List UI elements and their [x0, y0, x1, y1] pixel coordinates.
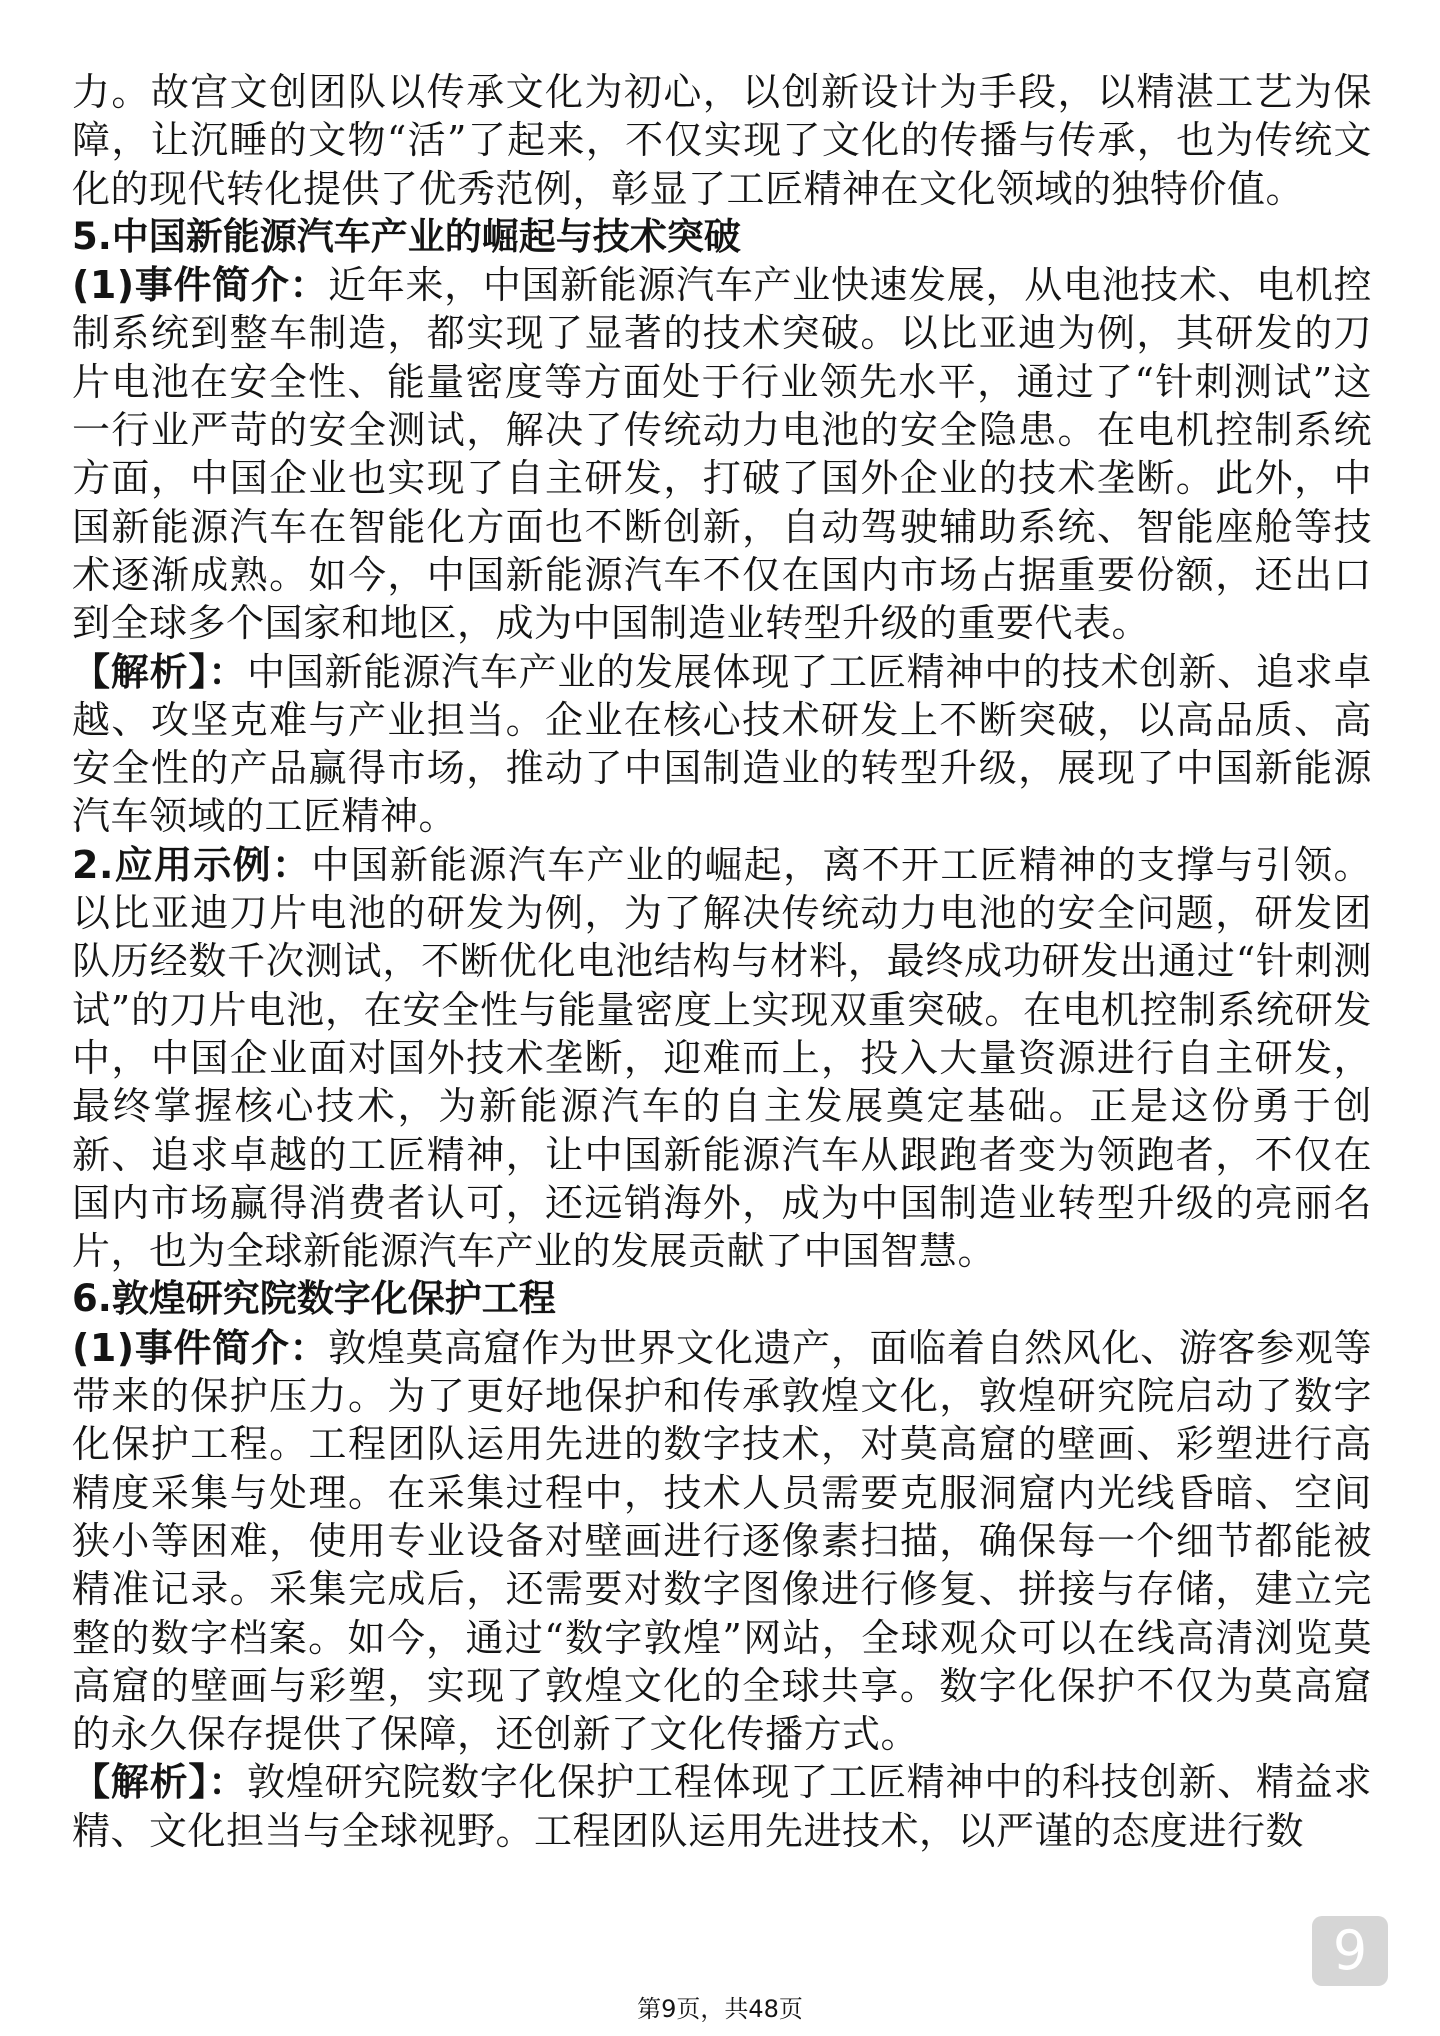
- paragraph-gugong-conclusion: [72, 68, 1372, 213]
- paragraph-lead: (1)事件简介：: [72, 263, 329, 308]
- paragraph-body: 敦煌莫高窟作为世界文化遗产，面临着自然风化、游客参观等带来的保护压力。为了更好地保护和传承敦煌文化，敦煌研究院启动了数字化保护工程。工程团队运用先进的数字技术，对莫高窟的壁画、彩塑进行高精度采集与处理。在采集过程中，技术人员需要克服洞窟内光线昏暗、空间狭小等困难，使用专业设备对壁画进行逐像素扫描，确保每一个细节都能被精准记录。采集完成后，还需要对数字图像进行修复、拼接与存储，建立完整的数字档案。如今，通过“数字敦煌”网站，全球观众可以在线高清浏览莫高窟的壁画与彩塑，实现了敦煌文化的全球共享。数字化保护不仅为莫高窟的永久保存提供了保障，还创新了文化传播方式。: [72, 1325, 1372, 1757]
- section-heading-6: 6.敦煌研究院数字化保护工程: [72, 1277, 556, 1321]
- paragraph-lead: 【解析】：: [72, 1760, 248, 1805]
- paragraph-body: 力。故宫文创团队以传承文化为初心，以创新设计为手段，以精湛工艺为保障，让沉睡的文物“活”了起来，不仅实现了文化的传播与传承，也为传统文化的现代转化提供了优秀范例，彰显了工匠精神在文化领域的独特价值。: [72, 70, 1372, 211]
- paragraph-nev-analysis: [72, 648, 1372, 841]
- page-number-badge: 9: [1312, 1916, 1388, 1986]
- page-footer: 第9页，共48页: [637, 1995, 803, 2023]
- paragraph-lead: 【解析】：: [72, 649, 248, 694]
- document-body: [72, 68, 1372, 1855]
- paragraph-dunhuang-event: [72, 1324, 1372, 1759]
- section-heading-5: 5.中国新能源汽车产业的崛起与技术突破: [72, 214, 741, 258]
- paragraph-lead: 2.应用示例：: [72, 842, 312, 887]
- paragraph-body: 敦煌研究院数字化保护工程体现了工匠精神中的科技创新、精益求精、文化担当与全球视野。工程团队运用先进技术，以严谨的态度进行数: [72, 1760, 1372, 1853]
- paragraph-lead: (1)事件简介：: [72, 1325, 329, 1370]
- paragraph-body: 中国新能源汽车产业的发展体现了工匠精神中的技术创新、追求卓越、攻坚克难与产业担当。企业在核心技术研发上不断突破，以高品质、高安全性的产品赢得市场，推动了中国制造业的转型升级，展现了中国新能源汽车领域的工匠精神。: [72, 649, 1372, 839]
- paragraph-nev-example: [72, 841, 1372, 1276]
- paragraph-body: 近年来，中国新能源汽车产业快速发展，从电池技术、电机控制系统到整车制造，都实现了显著的技术突破。以比亚迪为例，其研发的刀片电池在安全性、能量密度等方面处于行业领先水平，通过了“针刺测试”这一行业严苛的安全测试，解决了传统动力电池的安全隐患。在电机控制系统方面，中国企业也实现了自主研发，打破了国外企业的技术垄断。此外，中国新能源汽车在智能化方面也不断创新，自动驾驶辅助系统、智能座舱等技术逐渐成熟。如今，中国新能源汽车不仅在国内市场占据重要份额，还出口到全球多个国家和地区，成为中国制造业转型升级的重要代表。: [72, 263, 1372, 646]
- paragraph-nev-event: [72, 261, 1372, 647]
- paragraph-dunhuang-analysis: [72, 1758, 1372, 1855]
- paragraph-body: 中国新能源汽车产业的崛起，离不开工匠精神的支撑与引领。以比亚迪刀片电池的研发为例，为了解决传统动力电池的安全问题，研发团队历经数千次测试，不断优化电池结构与材料，最终成功研发出通过“针刺测试”的刀片电池，在安全性与能量密度上实现双重突破。在电机控制系统研发中，中国企业面对国外技术垄断，迎难而上，投入大量资源进行自主研发，最终掌握核心技术，为新能源汽车的自主发展奠定基础。正是这份勇于创新、追求卓越的工匠精神，让中国新能源汽车从跟跑者变为领跑者，不仅在国内市场赢得消费者认可，还远销海外，成为中国制造业转型升级的亮丽名片，也为全球新能源汽车产业的发展贡献了中国智慧。: [72, 842, 1372, 1274]
